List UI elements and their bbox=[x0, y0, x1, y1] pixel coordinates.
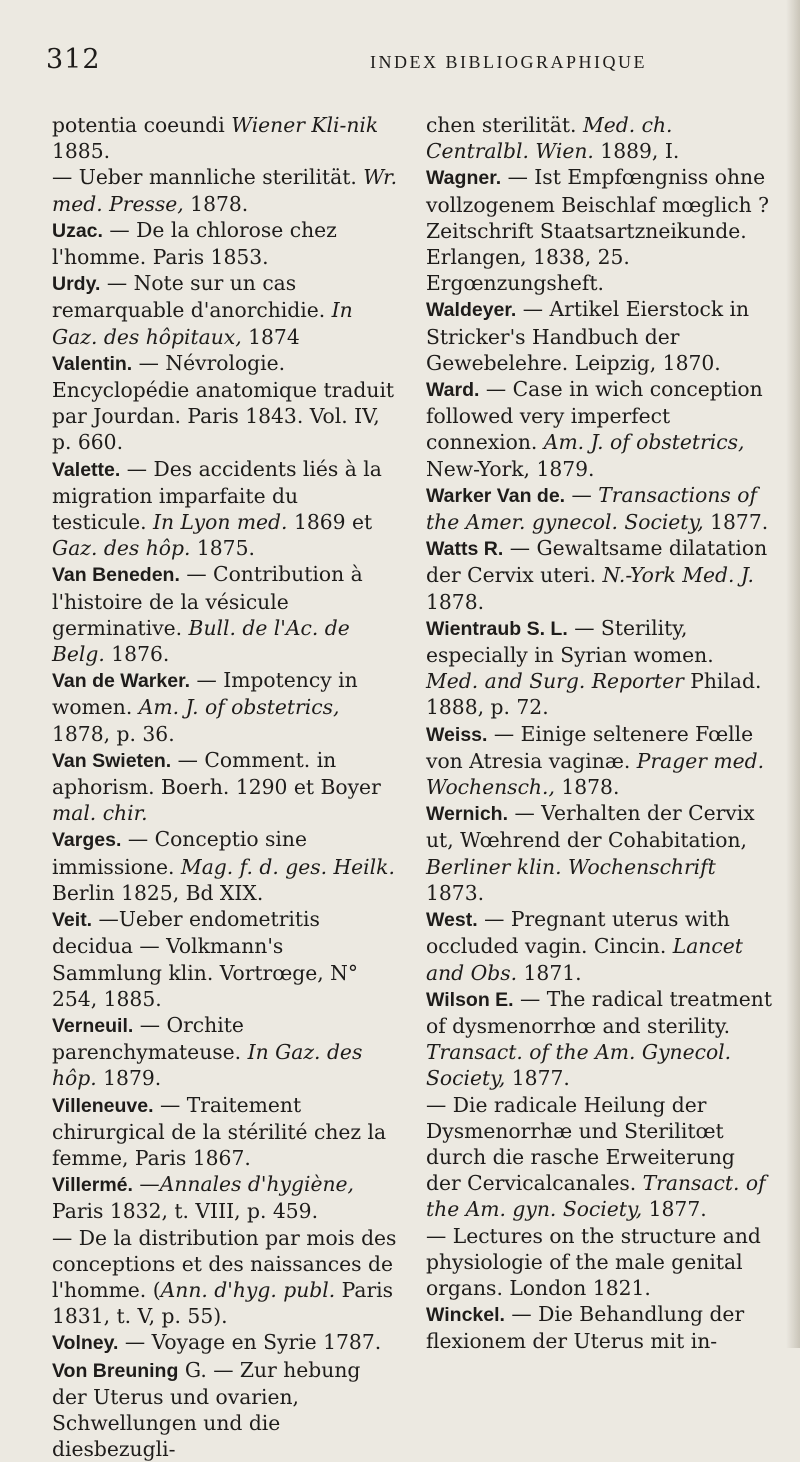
bibliography-entry bbox=[426, 112, 772, 164]
entry-text: — Verhalten der Cervix ut, Wœhrend der Cohabitation, bbox=[426, 801, 755, 853]
entry-text: 1869 et bbox=[287, 510, 373, 535]
entry-text: G. — Zur hebung der Uterus und ovarien, Schwellungen und die diesbezugli- bbox=[52, 1357, 361, 1462]
entry-text: — The radical treatment of dysmenorrhœ and sterility. bbox=[426, 986, 772, 1038]
entry-text: — Ueber mannliche sterilität. bbox=[52, 165, 364, 190]
entry-author: Wernich. bbox=[426, 803, 508, 826]
bibliography-entry bbox=[426, 164, 772, 296]
entry-text: 1878. bbox=[183, 191, 249, 216]
entry-author: Wientraub S. L. bbox=[426, 617, 568, 640]
entry-source-italic: Transact. of the Am. gyn. Society, bbox=[426, 1171, 766, 1222]
bibliography-entry bbox=[426, 1092, 772, 1223]
entry-author: Winckel. bbox=[426, 1304, 505, 1327]
bibliography-entry bbox=[52, 561, 398, 667]
bibliography-entry bbox=[52, 1329, 398, 1356]
entry-text: — Des accidents liés à la migration imparfaite du testicule. bbox=[52, 456, 382, 535]
bibliography-entry bbox=[426, 535, 772, 615]
entry-text: Philad. 1888, p. 72. bbox=[426, 669, 762, 720]
entry-source-italic: In Gaz. des hôpitaux, bbox=[52, 298, 353, 349]
entry-text: — bbox=[132, 1172, 160, 1197]
entry-source-italic: Gaz. des hôp. bbox=[52, 536, 191, 561]
entry-text: 1873. bbox=[426, 880, 485, 905]
bibliography-entry bbox=[426, 482, 772, 535]
bibliography-entry bbox=[52, 1012, 398, 1092]
entry-author: Van Swieten. bbox=[52, 749, 172, 772]
entry-text: — Case in wich conception followed very imperfect connexion. bbox=[426, 377, 763, 455]
bibliography-entry bbox=[426, 615, 772, 721]
entry-author: Volney. bbox=[52, 1332, 119, 1355]
bibliography-entry bbox=[52, 217, 398, 270]
entry-author: Villermé. bbox=[52, 1174, 133, 1197]
page-edge-shadow bbox=[786, 0, 800, 1348]
entry-text: 1874 bbox=[241, 324, 300, 349]
entry-source-italic: Annales d'hygiène, bbox=[159, 1172, 354, 1197]
bibliography-entry bbox=[426, 1301, 772, 1354]
entry-author: Von Breuning bbox=[52, 1359, 179, 1382]
bibliography-entry bbox=[52, 747, 398, 827]
bibliography-entry bbox=[52, 1225, 398, 1330]
entry-text: chen sterilität. bbox=[426, 113, 583, 137]
entry-source-italic: Am. J. of obstetrics, bbox=[138, 695, 340, 720]
bibliography-entry bbox=[52, 164, 398, 216]
entry-text: 1876. bbox=[104, 642, 170, 667]
entry-text: —Ueber endometritis decidua — Volkmann's Sammlung klin. Vortrœge, N° 254, 1885. bbox=[52, 907, 359, 1011]
bibliography-entry bbox=[426, 296, 772, 376]
entry-source-italic: Transactions of the Amer. gynecol. Society, bbox=[426, 482, 757, 535]
entry-text: — Note sur un cas remarquable d'anorchidie. bbox=[52, 271, 332, 323]
entry-text: 1871. bbox=[517, 960, 582, 985]
entry-author: Weiss. bbox=[426, 723, 488, 746]
bibliography-entry bbox=[426, 986, 772, 1092]
entry-source-italic: Transact. of the Am. Gynecol. Society, bbox=[426, 1040, 732, 1091]
entry-text: 1878. bbox=[554, 775, 620, 800]
bibliography-entry bbox=[52, 1171, 398, 1224]
entry-text: — Voyage en Syrie 1787. bbox=[118, 1330, 382, 1355]
page-header bbox=[46, 44, 760, 84]
entry-text: — Conceptio sine immissione. bbox=[52, 827, 307, 879]
bibliography-entry bbox=[426, 376, 772, 482]
entry-text: — Die Behandlung der flexionem der Uterus mit in- bbox=[426, 1302, 745, 1354]
entry-author: Varges. bbox=[52, 829, 122, 852]
entry-author: Ward. bbox=[426, 379, 480, 402]
entry-text: 1875. bbox=[190, 536, 255, 561]
entry-source-italic: In Gaz. des hôp. bbox=[52, 1040, 363, 1091]
entry-source-italic: Am. J. of obstetrics, bbox=[543, 430, 745, 455]
entry-author: Urdy. bbox=[52, 273, 101, 296]
bibliography-entry bbox=[52, 1357, 398, 1462]
entry-text: Paris 1832, t. VIII, p. 459. bbox=[52, 1199, 319, 1224]
bibliography-entry bbox=[52, 906, 398, 1012]
entry-text: — Névrologie. Encyclopédie anatomique traduit par Jourdan. Paris 1843. Vol. IV, p. 660. bbox=[52, 350, 395, 455]
entry-source-italic: Wiener Kli-nik bbox=[231, 113, 379, 137]
entry-text: — De la distribution par mois des conceptions et des naissances de l'homme. ( bbox=[52, 1225, 397, 1302]
entry-author: Wilson E. bbox=[426, 988, 514, 1011]
entry-text: Paris 1831, t. V, p. 55). bbox=[52, 1277, 394, 1329]
entry-text: — Sterility, especially in Syrian women. bbox=[426, 615, 714, 668]
running-title: INDEX BIBLIOGRAPHIQUE bbox=[370, 52, 647, 72]
entry-text: 1877. bbox=[703, 510, 769, 535]
entry-author: Veit. bbox=[52, 909, 93, 932]
bibliography-entry bbox=[52, 1092, 398, 1172]
entry-text: — Impotency in women. bbox=[52, 668, 358, 720]
entry-author: Verneuil. bbox=[52, 1014, 134, 1037]
entry-author: Van de Warker. bbox=[52, 670, 191, 693]
bibliography-entry bbox=[426, 800, 772, 906]
bibliography-entry bbox=[426, 1223, 772, 1302]
entry-text: potentia coeundi bbox=[52, 113, 232, 137]
entry-text: — Einige seltenere Fœlle von Atresia vaginæ. bbox=[426, 721, 754, 773]
entry-text: 1878. bbox=[426, 589, 485, 614]
entry-source-italic: In Lyon med. bbox=[153, 510, 288, 535]
entry-text: — Artikel Eierstock in Stricker's Handbuch der Gewebelehre. Leipzig, 1870. bbox=[426, 297, 750, 375]
entry-text: 1879. bbox=[96, 1066, 162, 1091]
left-column bbox=[52, 112, 398, 1462]
entry-source-italic: Ann. d'hyg. publ. bbox=[160, 1277, 336, 1302]
entry-text: 1885. bbox=[52, 139, 111, 164]
entry-source-italic: Med. and Surg. Reporter bbox=[426, 669, 684, 694]
entry-text: New-York, 1879. bbox=[426, 456, 595, 481]
entry-author: Waldeyer. bbox=[426, 299, 517, 322]
entry-text: — Pregnant uterus with occluded vagin. Cincin. bbox=[426, 907, 730, 959]
entry-text: — Traitement chirurgical de la stérilité chez la femme, Paris 1867. bbox=[52, 1092, 387, 1170]
entry-author: Villeneuve. bbox=[52, 1094, 154, 1117]
entry-text: 1889, I. bbox=[593, 139, 680, 164]
bibliography-entry bbox=[426, 906, 772, 986]
page-number: 312 bbox=[46, 44, 101, 75]
bibliography-entry bbox=[52, 270, 398, 350]
entry-text: 1877. bbox=[505, 1066, 570, 1091]
bibliography-entry bbox=[52, 350, 398, 456]
entry-author: Valette. bbox=[52, 458, 121, 481]
entry-source-italic: Berliner klin. Wochenschrift bbox=[426, 854, 716, 879]
entry-source-italic: Prager med. Wochensch., bbox=[426, 748, 765, 800]
entry-text: — Comment. in aphorism. Boerh. 1290 et Boyer bbox=[52, 747, 381, 800]
right-column bbox=[426, 112, 772, 1355]
entry-author: Wagner. bbox=[426, 167, 502, 190]
entry-text: — bbox=[565, 482, 599, 507]
entry-author: Uzac. bbox=[52, 219, 103, 242]
bibliography-entry bbox=[52, 667, 398, 747]
entry-text: — De la chlorose chez l'homme. Paris 1853. bbox=[52, 217, 337, 270]
entry-text: 1878, p. 36. bbox=[52, 721, 175, 746]
entry-source-italic: mal. chir. bbox=[52, 801, 148, 826]
entry-text: — Die radicale Heilung der Dysmenorrhæ und Sterilitœt durch die rasche Erweiterung der Cervicalcanales. bbox=[426, 1092, 735, 1196]
entry-text: — Orchite parenchymateuse. bbox=[52, 1012, 248, 1065]
entry-text: — Lectures on the structure and physiologie of the male genital organs. London 1821. bbox=[426, 1223, 761, 1300]
entry-source-italic: Bull. de l'Ac. de Belg. bbox=[52, 615, 350, 667]
bibliography-entry bbox=[52, 826, 398, 906]
bibliography-entry bbox=[426, 721, 772, 801]
entry-author: West. bbox=[426, 909, 478, 932]
entry-author: Warker Van de. bbox=[426, 484, 566, 507]
entry-author: Van Beneden. bbox=[52, 564, 180, 587]
entry-source-italic: Wr. med. Presse, bbox=[52, 165, 398, 216]
entry-text: Berlin 1825, Bd XIX. bbox=[52, 880, 264, 905]
entry-text: — Contribution à l'histoire de la vésicule germinative. bbox=[52, 562, 363, 640]
entry-source-italic: Med. ch. Centralbl. Wien. bbox=[426, 113, 673, 164]
entry-text: — Ist Empfœngniss ohne vollzogenem Beischlaf mœglich ? Zeitschrift Staatsartzneikunde. Erlangen, 1838, 25. Ergœnzungsheft. bbox=[426, 165, 769, 296]
entry-author: Valentin. bbox=[52, 352, 133, 375]
entry-text: — Gewaltsame dilatation der Cervix uteri. bbox=[426, 536, 768, 588]
bibliography-entry bbox=[52, 112, 398, 164]
entry-source-italic: Mag. f. d. ges. Heilk. bbox=[180, 854, 395, 879]
entry-text: 1877. bbox=[642, 1197, 707, 1222]
entry-source-italic: N.-York Med. J. bbox=[602, 563, 754, 588]
entry-source-italic: Lancet and Obs. bbox=[426, 934, 743, 985]
bibliography-entry bbox=[52, 456, 398, 562]
entry-author: Watts R. bbox=[426, 538, 504, 561]
